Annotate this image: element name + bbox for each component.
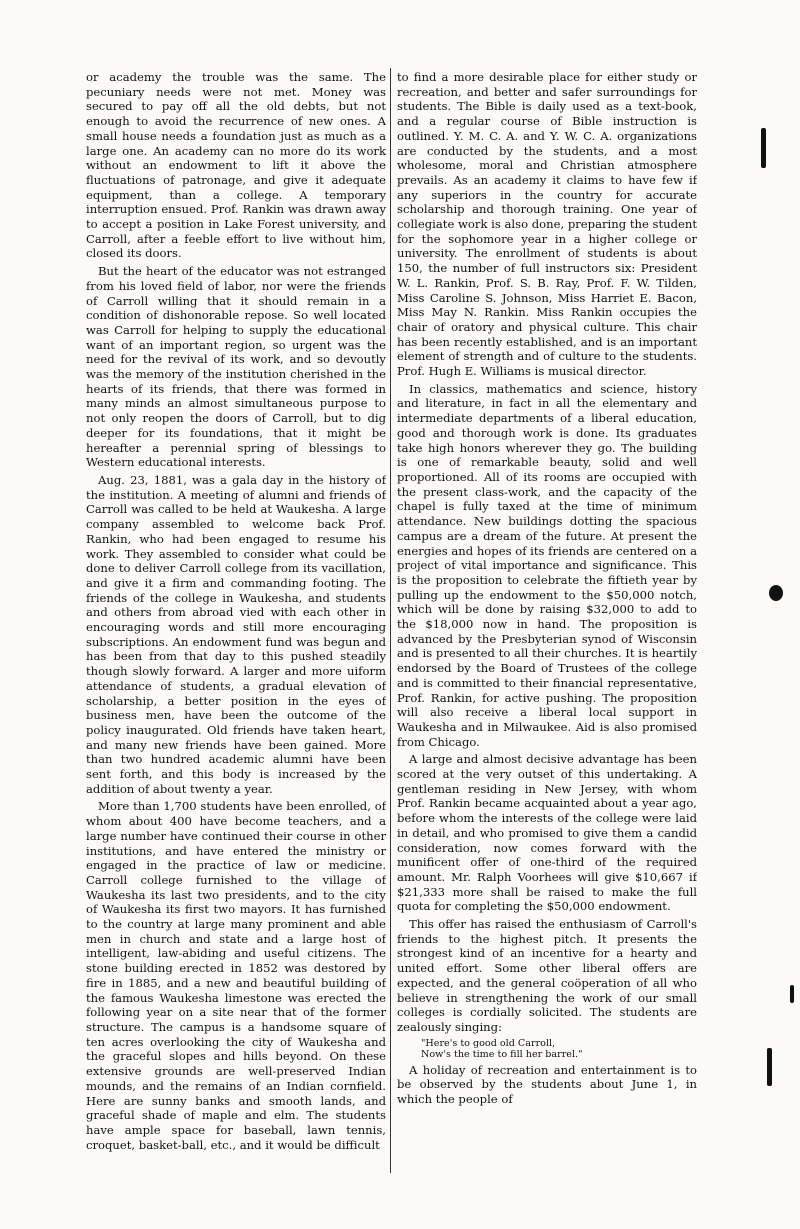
right-paragraph-2: In classics, mathematics and science, history and literature, in fact in all the elementary and intermediate departments of a liberal education, good and thorough work is done. Its graduates take high honors wherever they go. The building is one of remarkable beauty, solid and well proportioned. All of its rooms are occupied with the present class-work, and the capacity of the chapel is fully taxed at the time of minimum attendance. New buildings dotting the spacious campus are a dream of the future. At present the energies and hopes of its friends are centered on a project of vital importance and significance. This is the proposition to celebrate the fiftieth year by pulling up the endowment to the $50,000 notch, which will be done by raising $32,000 to add to the $18,000 now in hand. The proposition is advanced by the Presbyterian synod of Wisconsin and is presented to all their churches. It is heartily endorsed by the Board of Trustees of the college and is committed to their financial representative, Prof. Rankin, for active pushing. The proposition will also receive a liberal local support in Waukesha and in Milwaukee. Aid is also promised from Chicago. xyxy=(397,381,697,749)
scan-mark xyxy=(761,128,766,168)
left-column xyxy=(86,70,386,1170)
left-paragraph-1: or academy the trouble was the same. The pecuniary needs were not met. Money was secured to pay off all the old debts, but not enough to avoid the recurrence of new ones. A small house needs a foundation just as much as a large one. An academy can no more do its work without an endowment to lift it above the fluctuations of patronage, and give it adequate equipment, than a college. A temporary interruption ensued. Prof. Rankin was drawn away to accept a position in Lake Forest university, and Carroll, after a feeble effort to live without him, closed its doors. xyxy=(86,70,386,261)
scan-mark xyxy=(790,985,794,1003)
right-paragraph-1: to find a more desirable place for either study or recreation, and better and safer surroundings for students. The Bible is daily used as a text-book, and a regular course of Bible instruction is outlined. Y. M. C. A. and Y. W. C. A. organizations are conducted by the students, and a most wholesome, moral and Christian atmosphere prevails. As an academy it claims to have few if any superiors in the country for accurate scholarship and thorough training. One year of collegiate work is also done, preparing the student for the sophomore year in a higher college or university. The enrollment of students is about 150, the number of full instructors six: President W. L. Rankin, Prof. S. B. Ray, Prof. F. W. Tilden, Miss Caroline S. Johnson, Miss Harriet E. Bacon, Miss May N. Rankin. Miss Rankin occupies the chair of oratory and physical culture. This chair has been recently established, and is an important element of strength and of culture to the students. Prof. Hugh E. Williams is musical director. xyxy=(397,70,697,379)
song-quote xyxy=(397,1038,697,1061)
right-paragraph-3: A large and almost decisive advantage has been scored at the very outset of this undertaking. A gentleman residing in New Jersey, with whom Prof. Rankin became acquainted about a year ago, before whom the interests of the college were laid in detail, and who promised to give them a candid consideration, now comes forward with the munificent offer of one-third of the required amount. Mr. Ralph Voorhees will give $10,667 if $21,333 more shall be raised to make the full quota for completing the $50,000 endowment. xyxy=(397,752,697,914)
left-paragraph-4: More than 1,700 students have been enrolled, of whom about 400 have become teachers, and a large number have continued their course in other institutions, and have entered the ministry or engaged in the practice of law or medicine. Carroll college furnished to the village of Waukesha its last two presidents, and to the city of Waukesha its first two mayors. It has furnished to the country at large many prominent and able men in church and state and a large host of intelligent, law-abiding and useful citizens. The stone building erected in 1852 was destored by fire in 1885, and a new and beautiful building of the famous Waukesha limestone was erected the following year on a site near that of the former structure. The campus is a handsome square of ten acres overlooking the city of Waukesha and the graceful slopes and hills beyond. On these extensive grounds are well-preserved Indian mounds, and the remains of an Indian cornfield. Here are sunny banks and smooth lands, and graceful shade of maple and elm. The students have ample space for baseball, lawn tennis, croquet, basket-ball, etc., and it would be difficult xyxy=(86,799,386,1152)
left-paragraph-3: Aug. 23, 1881, was a gala day in the history of the institution. A meeting of alumni and friends of Carroll was called to be held at Waukesha. A large company assembled to welcome back Prof. Rankin, who had been engaged to resume his work. They assembled to consider what could be done to deliver Carroll college from its vacillation, and give it a firm and commanding footing. The friends of the college in Waukesha, and students and others from abroad vied with each other in encouraging words and still more encouraging subscriptions. An endowment fund was begun and has been from that day to this pushed steadily though slowly forward. A larger and more uiform attendance of students, a gradual elevation of scholarship, a better position in the eyes of business men, have been the outcome of the policy inaugurated. Old friends have taken heart, and many new friends have been gained. More than two hundred academic alumni have been sent forth, and this body is increased by the addition of about twenty a year. xyxy=(86,472,386,796)
song-line-2: Now's the time to fill her barrel." xyxy=(421,1049,583,1061)
right-paragraph-5: A holiday of recreation and entertainment is to be observed by the students about June 1, in which the people of xyxy=(397,1062,697,1107)
right-column xyxy=(397,70,697,1170)
song-line-1: "Here's to good old Carroll, xyxy=(421,1037,556,1049)
scan-mark xyxy=(767,1048,772,1086)
ink-blot xyxy=(769,585,783,601)
column-divider xyxy=(390,68,391,1173)
left-paragraph-2: But the heart of the educator was not estranged from his loved field of labor, nor were the friends of Carroll willing that it should remain in a condition of dishonorable repose. So well located was Carroll for helping to supply the educational want of an important region, so urgent was the need for the revival of its work, and so devoutly was the memory of the institution cherished in the hearts of its friends, that there was formed in many minds an almost simultaneous purpose to not only reopen the doors of Carroll, but to dig deeper for its foundations, that it might be hereafter a perennial spring of blessings to Western educational interests. xyxy=(86,264,386,470)
right-paragraph-4: This offer has raised the enthusiasm of Carroll's friends to the highest pitch. It presents the strongest kind of an incentive for a hearty and united effort. Some other liberal offers are expected, and the general coöperation of all who believe in strengthening the work of our small colleges is cordially solicited. The students are zealously singing: xyxy=(397,917,697,1034)
